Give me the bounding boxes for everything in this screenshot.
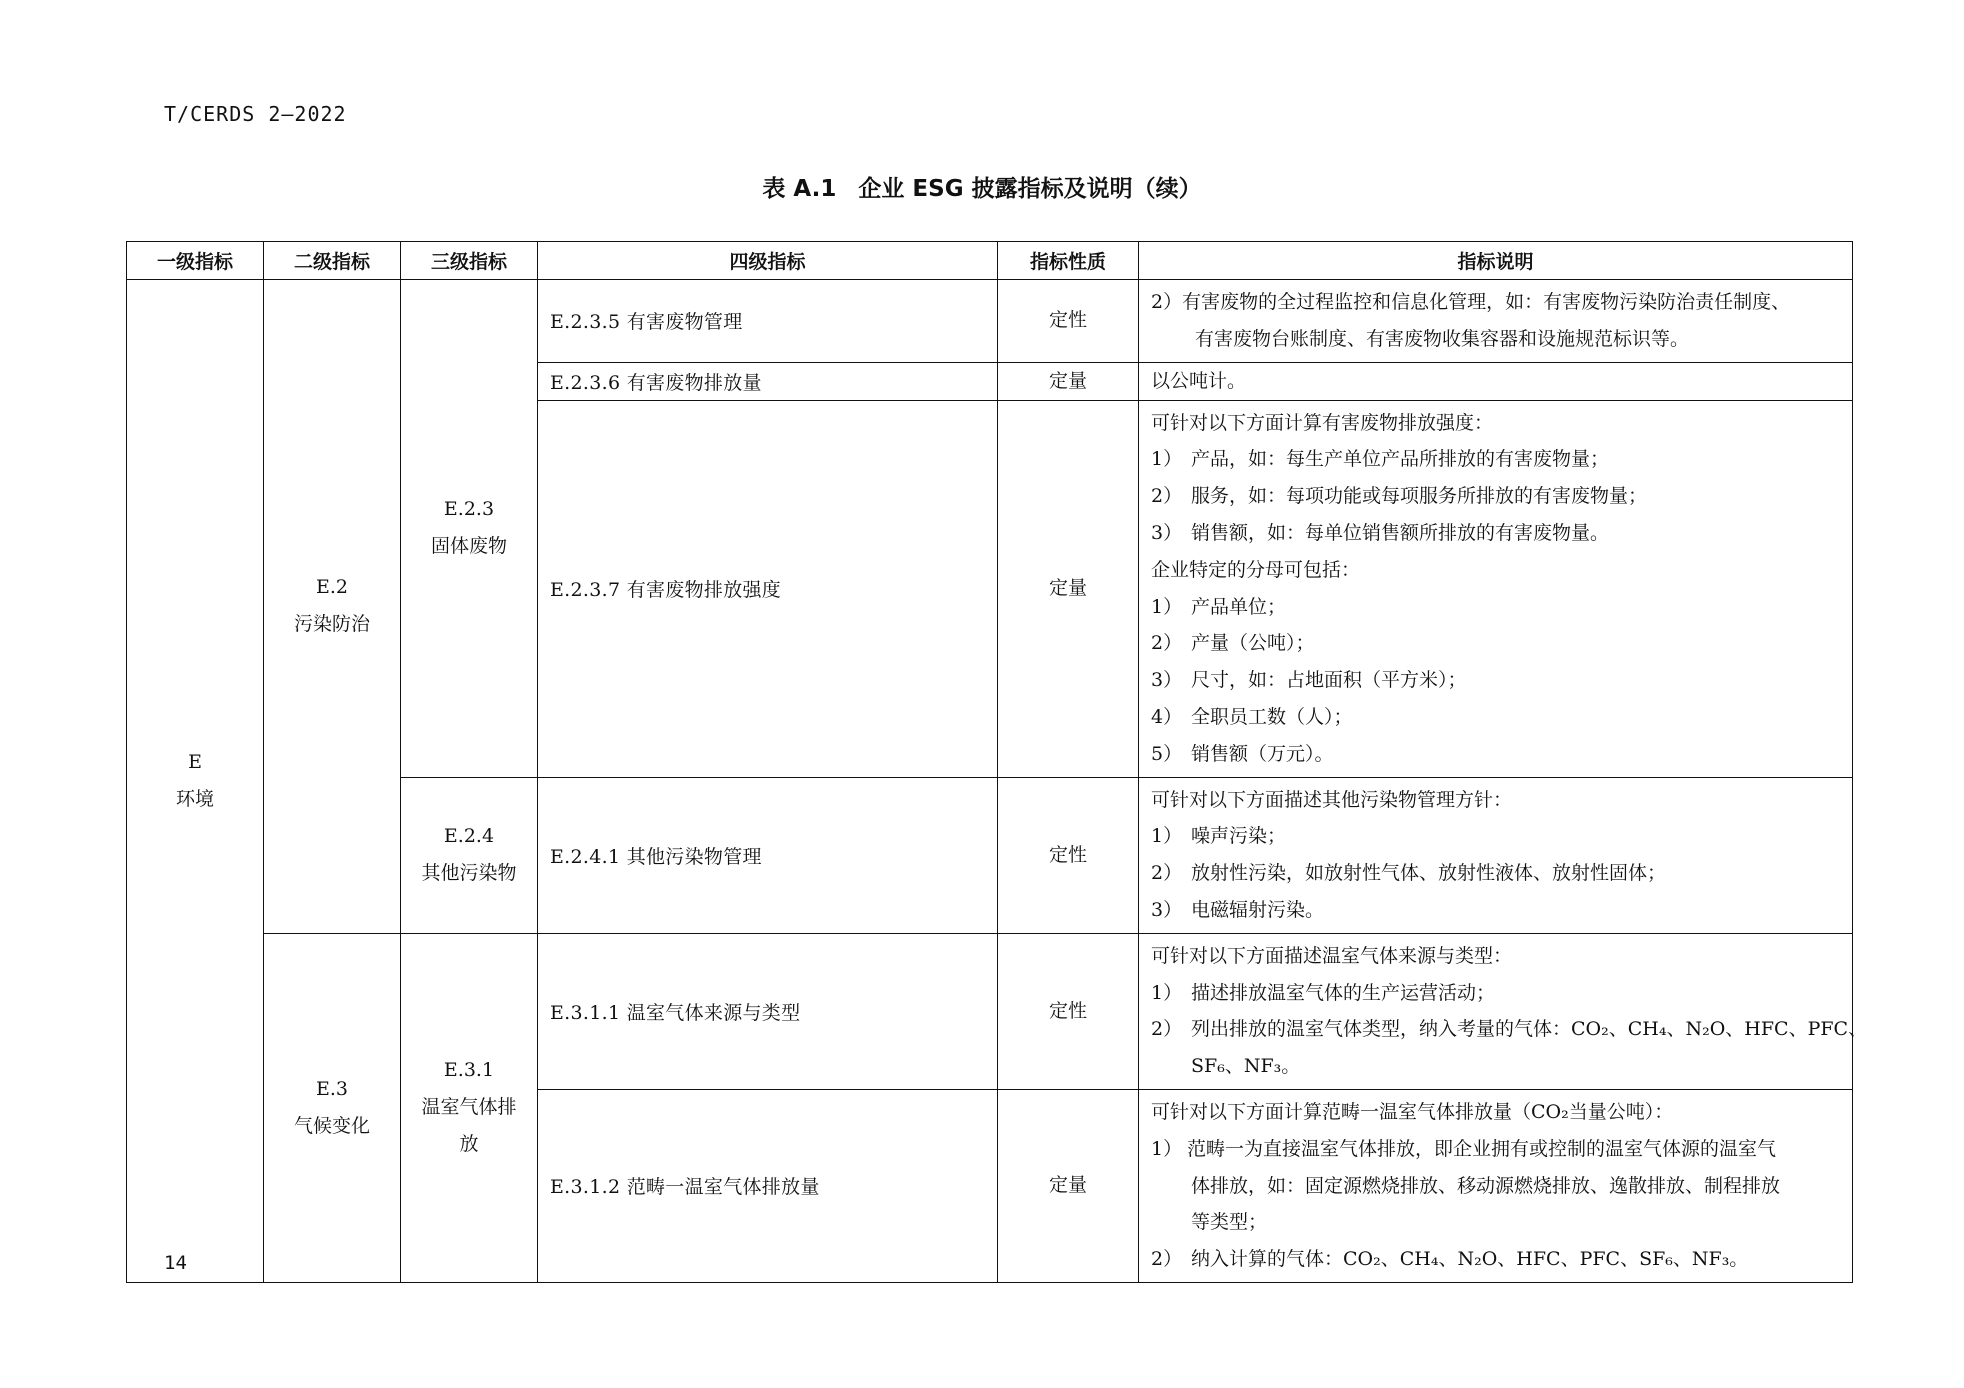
level3-name-line: 放 bbox=[459, 1133, 479, 1156]
desc-text: 产品单位； bbox=[1191, 595, 1287, 618]
table-number: 表 A.1 bbox=[762, 176, 837, 202]
level3-cell bbox=[401, 280, 538, 778]
desc-list-item bbox=[1151, 625, 1842, 662]
column-header: 一级指标 bbox=[127, 242, 264, 280]
desc-line: 可针对以下方面计算范畴一温室气体排放量（CO₂当量公吨）： bbox=[1151, 1100, 1674, 1123]
indicator-nature: 定量 bbox=[998, 1089, 1139, 1282]
page-number: 14 bbox=[164, 1252, 187, 1274]
desc-text: 有害废物的全过程监控和信息化管理，如：有害废物污染防治责任制度、 bbox=[1182, 291, 1791, 313]
desc-line: 可针对以下方面描述其他污染物管理方针： bbox=[1151, 788, 1513, 811]
desc-list-item bbox=[1151, 1011, 1868, 1048]
level4-indicator: E.3.1.1 温室气体来源与类型 bbox=[538, 933, 998, 1089]
desc-text: 销售额，如：每单位销售额所排放的有害废物量。 bbox=[1191, 521, 1610, 544]
desc-text: 服务，如：每项功能或每项服务所排放的有害废物量； bbox=[1191, 485, 1648, 508]
desc-item-number: 2） bbox=[1151, 485, 1183, 508]
desc-item-number: 2） bbox=[1151, 632, 1183, 655]
desc-text: 产量（公吨）； bbox=[1191, 632, 1315, 655]
column-header: 三级指标 bbox=[401, 242, 538, 280]
desc-list-item bbox=[1151, 818, 1842, 855]
table-row bbox=[127, 280, 1853, 363]
level1-cell bbox=[127, 280, 264, 1283]
level3-code: E.3.1 bbox=[443, 1059, 495, 1082]
column-header: 二级指标 bbox=[264, 242, 401, 280]
esg-indicator-table bbox=[126, 241, 1868, 1283]
desc-list-item bbox=[1151, 515, 1842, 552]
table-header-row bbox=[127, 242, 1853, 280]
level2-cell bbox=[264, 280, 401, 934]
desc-list-item bbox=[1151, 1241, 1842, 1278]
level3-cell bbox=[401, 933, 538, 1282]
level4-indicator: E.3.1.2 范畴一温室气体排放量 bbox=[538, 1089, 998, 1282]
level2-name: 气候变化 bbox=[293, 1114, 370, 1137]
desc-list-item bbox=[1151, 855, 1842, 892]
indicator-nature: 定性 bbox=[998, 777, 1139, 933]
desc-text: 产品，如：每生产单位产品所排放的有害废物量； bbox=[1191, 448, 1610, 471]
column-header: 四级指标 bbox=[538, 242, 998, 280]
desc-line: 企业特定的分母可包括： bbox=[1151, 558, 1361, 581]
desc-text: 纳入计算的气体：CO₂、CH₄、N₂O、HFC、PFC、SF₆、NF₃。 bbox=[1191, 1248, 1749, 1271]
desc-line: 等类型； bbox=[1191, 1211, 1268, 1234]
desc-item-number: 5） bbox=[1151, 742, 1183, 765]
desc-line: SF₆、NF₃。 bbox=[1191, 1055, 1301, 1078]
level3-name-line: 温室气体排 bbox=[421, 1096, 517, 1119]
desc-line: 可针对以下方面计算有害废物排放强度： bbox=[1151, 411, 1494, 434]
desc-item-number: 2） bbox=[1151, 291, 1183, 313]
desc-item-number: 4） bbox=[1151, 705, 1183, 728]
column-header: 指标性质 bbox=[998, 242, 1139, 280]
document-code: T/CERDS 2—2022 bbox=[164, 102, 347, 126]
desc-text: 放射性污染，如放射性气体、放射性液体、放射性固体； bbox=[1191, 862, 1667, 885]
desc-item-number: 1） bbox=[1151, 595, 1183, 618]
indicator-description bbox=[1139, 362, 1853, 400]
indicator-description bbox=[1139, 400, 1853, 777]
level1-name: 环境 bbox=[175, 787, 214, 810]
desc-list-item bbox=[1151, 699, 1842, 736]
level2-name: 污染防治 bbox=[293, 613, 370, 636]
desc-text: 电磁辐射污染。 bbox=[1191, 898, 1325, 921]
desc-item-number: 2） bbox=[1151, 862, 1183, 885]
desc-list-item bbox=[1151, 975, 1842, 1012]
desc-list-item bbox=[1151, 478, 1842, 515]
desc-list-item bbox=[1151, 1131, 1842, 1168]
level3-code: E.2.3 bbox=[443, 498, 495, 521]
desc-item-number: 1） bbox=[1151, 981, 1183, 1004]
indicator-nature: 定量 bbox=[998, 362, 1139, 400]
desc-list-item bbox=[1151, 589, 1842, 626]
table-caption: 企业 ESG 披露指标及说明（续） bbox=[858, 176, 1202, 202]
indicator-nature: 定性 bbox=[998, 280, 1139, 363]
desc-line bbox=[1151, 284, 1842, 321]
level2-code: E.3 bbox=[316, 1077, 348, 1100]
desc-line: 体排放，如：固定源燃烧排放、移动源燃烧排放、逸散排放、制程排放 bbox=[1191, 1174, 1781, 1197]
desc-item-number: 3） bbox=[1151, 521, 1183, 544]
desc-item-number: 1） bbox=[1151, 448, 1183, 471]
desc-line: 以公吨计。 bbox=[1151, 369, 1247, 392]
desc-text: 描述排放温室气体的生产运营活动； bbox=[1191, 981, 1496, 1004]
desc-list-item bbox=[1151, 892, 1842, 929]
level3-cell bbox=[401, 777, 538, 933]
desc-list-item bbox=[1151, 662, 1842, 699]
level3-code: E.2.4 bbox=[443, 825, 495, 848]
desc-list-item bbox=[1151, 736, 1842, 773]
desc-item-number: 1） bbox=[1151, 1137, 1183, 1160]
indicator-description bbox=[1139, 777, 1853, 933]
level2-code: E.2 bbox=[316, 576, 348, 599]
indicator-nature: 定量 bbox=[998, 400, 1139, 777]
desc-line: 可针对以下方面描述温室气体来源与类型： bbox=[1151, 944, 1513, 967]
level4-indicator: E.2.3.5 有害废物管理 bbox=[538, 280, 998, 363]
indicator-description bbox=[1139, 1089, 1853, 1282]
desc-item-number: 3） bbox=[1151, 669, 1183, 692]
desc-list-item bbox=[1151, 441, 1842, 478]
indicator-nature: 定性 bbox=[998, 933, 1139, 1089]
table-title bbox=[0, 170, 1964, 203]
desc-item-number: 2） bbox=[1151, 1018, 1183, 1041]
column-header: 指标说明 bbox=[1139, 242, 1853, 280]
table-row bbox=[127, 933, 1853, 1089]
desc-text: 噪声污染； bbox=[1191, 825, 1287, 848]
desc-text: 销售额（万元）。 bbox=[1191, 742, 1334, 765]
indicator-description bbox=[1139, 280, 1853, 363]
level4-indicator: E.2.3.7 有害废物排放强度 bbox=[538, 400, 998, 777]
level4-indicator: E.2.4.1 其他污染物管理 bbox=[538, 777, 998, 933]
desc-text: 范畴一为直接温室气体排放，即企业拥有或控制的温室气体源的温室气 bbox=[1187, 1137, 1777, 1160]
level3-name: 固体废物 bbox=[430, 535, 507, 558]
desc-text: 尺寸，如：占地面积（平方米）； bbox=[1191, 669, 1467, 692]
desc-text: 全职员工数（人）； bbox=[1191, 705, 1353, 728]
desc-text: 列出排放的温室气体类型，纳入考量的气体：CO₂、CH₄、N₂O、HFC、PFC、 bbox=[1191, 1018, 1868, 1041]
level1-code: E bbox=[188, 750, 202, 773]
level4-indicator: E.2.3.6 有害废物排放量 bbox=[538, 362, 998, 400]
desc-line: 有害废物台账制度、有害废物收集容器和设施规范标识等。 bbox=[1195, 327, 1690, 350]
desc-item-number: 1） bbox=[1151, 825, 1183, 848]
level2-cell bbox=[264, 933, 401, 1282]
indicator-description bbox=[1139, 933, 1868, 1089]
desc-item-number: 3） bbox=[1151, 898, 1183, 921]
level3-name: 其他污染物 bbox=[421, 862, 517, 885]
desc-item-number: 2） bbox=[1151, 1248, 1183, 1271]
